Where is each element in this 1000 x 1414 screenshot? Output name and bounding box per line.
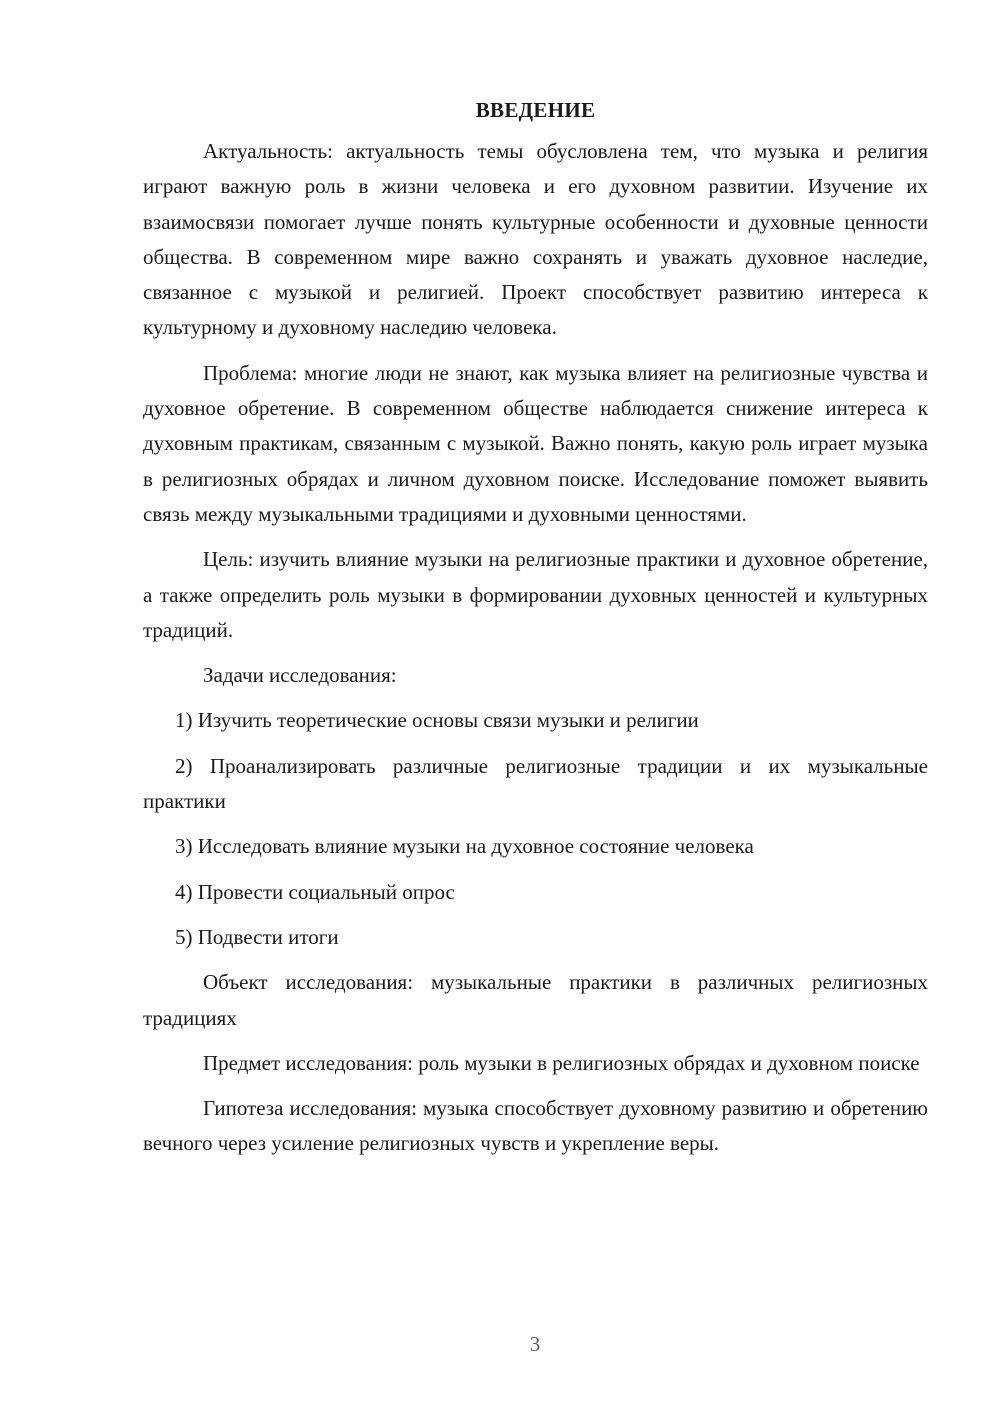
task-item-4: 4) Провести социальный опрос xyxy=(175,879,455,904)
tasks-heading: Задачи исследования: xyxy=(203,663,397,688)
hypothesis-paragraph: Гипотеза исследования: музыка способствует духовному развитию и обретению вечного через усиление религиозных чувств и укрепление веры. xyxy=(143,1096,928,1156)
page-number: 3 xyxy=(529,1332,541,1356)
task-item-3: 3) Исследовать влияние музыки на духовное состояние человека xyxy=(175,834,754,859)
relevance-paragraph: Актуальность: актуальность темы обусловлена тем, что музыка и религия играют важную роль в жизни человека и его духовном развитии. Изучение их взаимосвязи помогает лучше понять культурные особенности и духовные ценности общества. В современном мире важно сохранять и уважать духовное наследие, связанное с музыкой и религией. Проект способствует развитию интереса к культурному и духовному наследию человека. xyxy=(143,139,928,340)
document-page xyxy=(143,90,928,1172)
page-title: ВВЕДЕНИЕ xyxy=(475,98,596,122)
task-item-2: 2) Проанализировать различные религиозные традиции и их музыкальные практики xyxy=(143,753,928,814)
task-item-5: 5) Подвести итоги xyxy=(175,924,339,949)
goal-paragraph: Цель: изучить влияние музыки на религиозные практики и духовное обретение, а также определить роль музыки в формировании духовных ценностей и культурных традиций. xyxy=(143,547,928,642)
task-item-1: 1) Изучить теоретические основы связи музыки и религии xyxy=(175,708,699,733)
problem-paragraph: Проблема: многие люди не знают, как музыка влияет на религиозные чувства и духовное обретение. В современном обществе наблюдается снижение интереса к духовным практикам, связанным с музыкой. Важно понять, какую роль играет музыка в религиозных обрядах и личном духовном поиске. Исследование поможет выявить связь между музыкальными традициями и духовными ценностями. xyxy=(143,360,928,526)
object-paragraph: Объект исследования: музыкальные практики в различных религиозных традициях xyxy=(143,970,928,1030)
subject-paragraph: Предмет исследования: роль музыки в религиозных обрядах и духовном поиске xyxy=(203,1050,920,1075)
